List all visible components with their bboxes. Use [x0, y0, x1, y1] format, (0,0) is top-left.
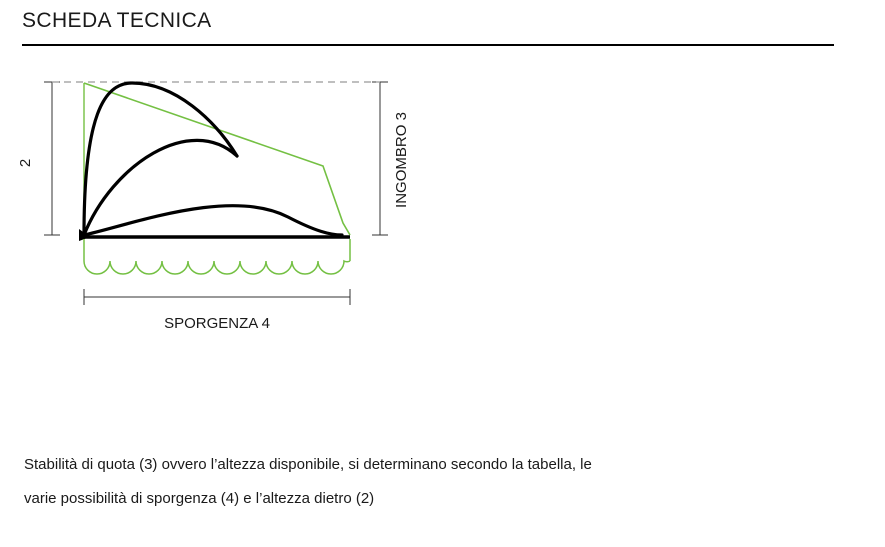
dimension-clearance	[372, 82, 388, 235]
label-projection: SPORGENZA 4	[164, 315, 270, 332]
awning-valance	[84, 239, 350, 274]
awning-technical-diagram	[0, 55, 470, 345]
arm-curve-lower	[84, 206, 342, 235]
dimension-height-back	[44, 82, 60, 235]
awning-fabric-extended	[84, 83, 350, 235]
arm-curve-middle	[84, 140, 237, 235]
dimension-projection	[84, 289, 350, 305]
caption-line-1: Stabilità di quota (3) ovvero l’altezza disponibile, si determinano secondo la tabella, le	[24, 456, 592, 473]
caption-line-2: varie possibilità di sporgenza (4) e l’altezza dietro (2)	[24, 490, 375, 507]
label-clearance: INGOMBRO 3	[393, 112, 410, 208]
label-height-back: 2	[17, 158, 34, 168]
arm-curve-upper	[84, 83, 237, 235]
page-title: SCHEDA TECNICA	[22, 9, 212, 32]
title-divider	[22, 44, 834, 46]
caption-block	[24, 448, 824, 516]
